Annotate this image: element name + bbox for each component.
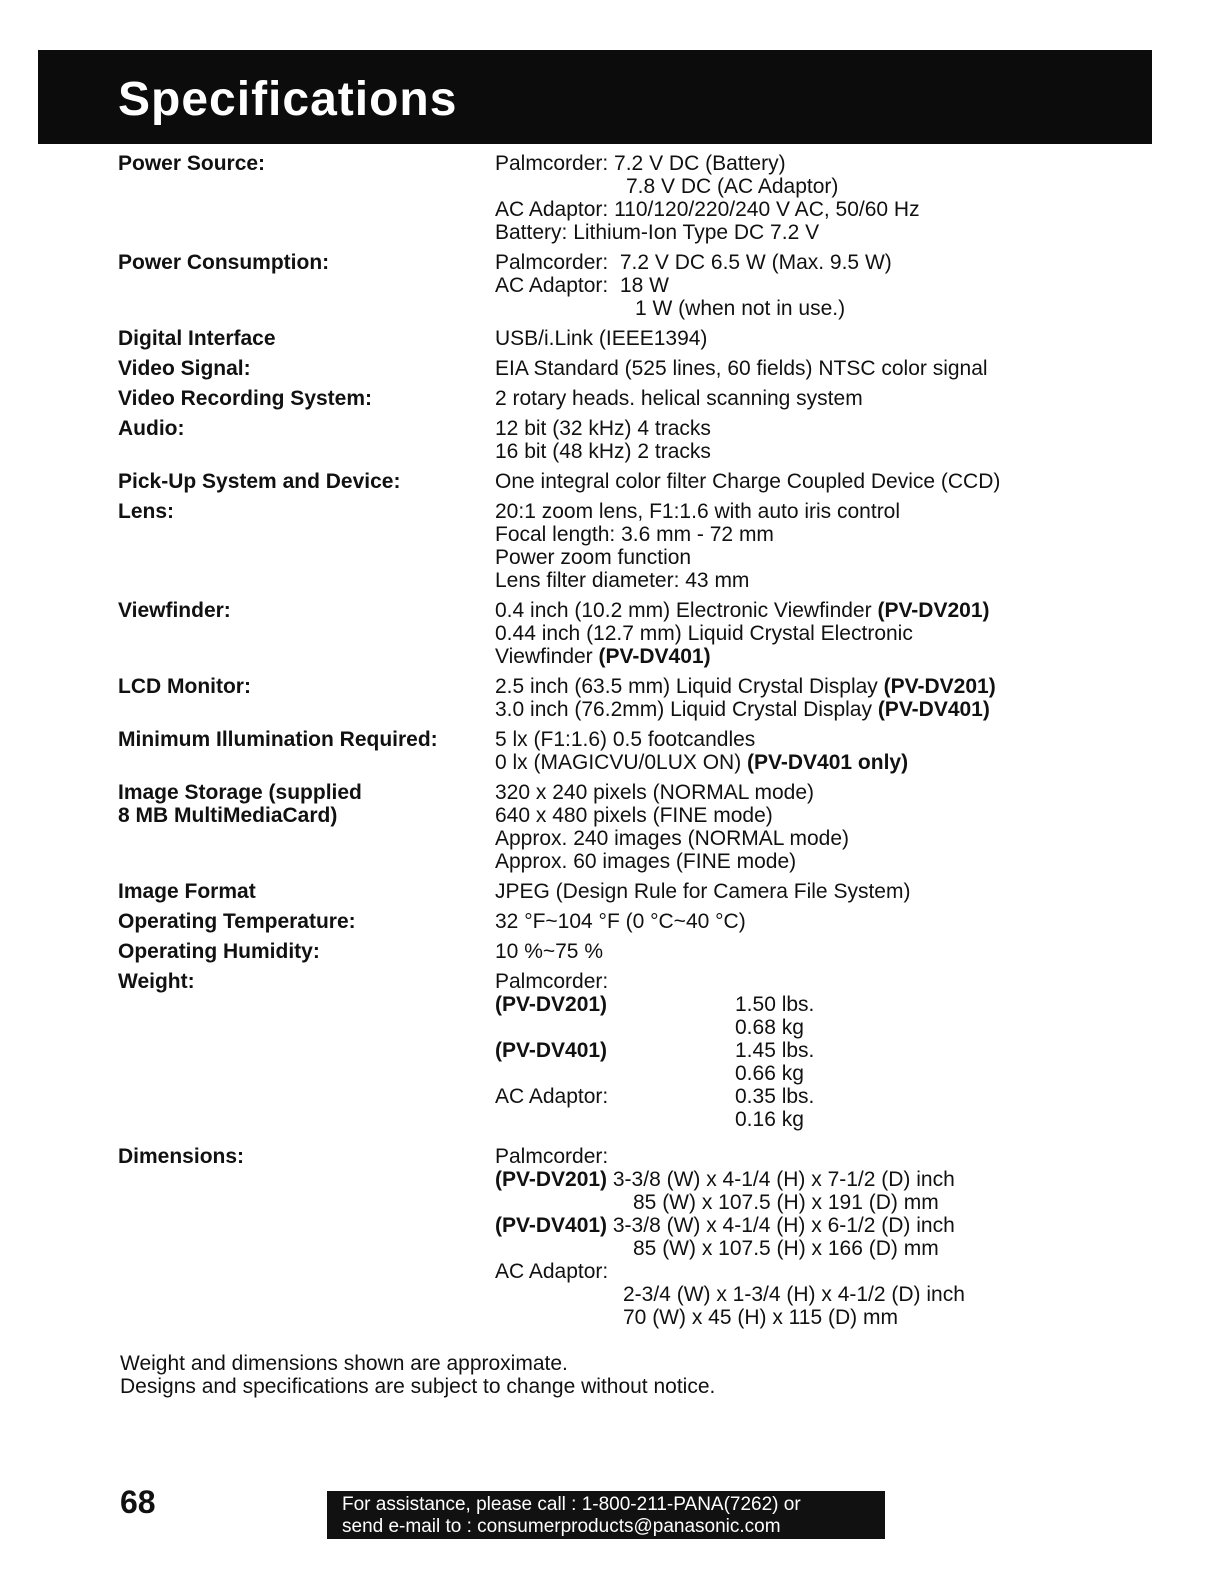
spec-label: Power Consumption: (118, 251, 330, 274)
spec-label: Power Source: (118, 152, 266, 175)
spec-line: Battery: Lithium-Ion Type DC 7.2 V (495, 221, 820, 244)
spec-line: Approx. 60 images (FINE mode) (495, 850, 797, 873)
weight-value: 0.35 lbs. (735, 1085, 815, 1108)
spec-line (495, 645, 1098, 668)
spec-row-dimensions (118, 1145, 1098, 1329)
spec-text: 3-3/8 (W) x 4-1/4 (H) x 6-1/2 (D) inch (607, 1214, 955, 1237)
spacer (495, 1108, 735, 1131)
spec-row-image-format (118, 880, 1098, 903)
spec-line: 2-3/4 (W) x 1-3/4 (H) x 4-1/2 (D) inch (623, 1283, 965, 1306)
spec-value (495, 781, 1098, 873)
spec-text: 3-3/8 (W) x 4-1/4 (H) x 7-1/2 (D) inch (607, 1168, 955, 1191)
model-label: (PV-DV401) (495, 1214, 608, 1237)
spec-label: Dimensions: (118, 1145, 245, 1168)
model-label: (PV-DV401) (598, 645, 711, 668)
spec-line: 7.8 V DC (AC Adaptor) (626, 175, 839, 198)
spec-text: Viewfinder (495, 645, 599, 668)
spec-row-video-recording (118, 387, 1098, 410)
spec-row-image-storage (118, 781, 1098, 873)
spec-label: Operating Temperature: (118, 910, 356, 933)
model-label: (PV-DV401) (495, 1039, 608, 1062)
spec-line: 70 (W) x 45 (H) x 115 (D) mm (623, 1306, 898, 1329)
spec-line: Focal length: 3.6 mm - 72 mm (495, 523, 774, 546)
spec-text: 2.5 inch (63.5 mm) Liquid Crystal Display (495, 675, 884, 698)
spec-value (495, 1145, 1098, 1329)
spec-line: Lens filter diameter: 43 mm (495, 569, 750, 592)
page-title: Specifications (118, 73, 458, 126)
spec-value: 32 °F~104 °F (0 °C~40 °C) (495, 910, 746, 933)
spec-row-operating-temperature (118, 910, 1098, 933)
spec-row-lens (118, 500, 1098, 592)
spec-row-viewfinder (118, 599, 1098, 668)
spec-label: Pick-Up System and Device: (118, 470, 401, 493)
spec-value: One integral color filter Charge Coupled Device (CCD) (495, 470, 1001, 493)
spec-label: LCD Monitor: (118, 675, 251, 698)
spec-row-lcd-monitor (118, 675, 1098, 721)
assistance-box (327, 1491, 885, 1539)
spec-line: 5 lx (F1:1.6) 0.5 footcandles (495, 728, 756, 751)
spec-line (495, 1168, 1098, 1191)
spec-value (495, 970, 1098, 1131)
spec-label: Weight: (118, 970, 195, 993)
spec-line: Palmcorder: 7.2 V DC (Battery) (495, 152, 786, 175)
weight-value: 1.50 lbs. (735, 993, 815, 1016)
spec-line: Palmcorder: 7.2 V DC 6.5 W (Max. 9.5 W) (495, 251, 892, 274)
header-bar (38, 50, 1152, 144)
spec-value: 10 %~75 % (495, 940, 603, 963)
spec-label: Minimum Illumination Required: (118, 728, 438, 751)
weight-value: 0.66 kg (735, 1062, 804, 1085)
note-line: Weight and dimensions shown are approximate. (120, 1352, 568, 1375)
spec-line: Palmcorder: (495, 1145, 609, 1168)
spec-label: Image Format (118, 880, 256, 903)
footer-note (120, 1352, 715, 1398)
weight-grid (495, 993, 1098, 1131)
spec-label-line: 8 MB MultiMediaCard) (118, 804, 338, 827)
spec-row-weight (118, 970, 1098, 1131)
weight-value: 0.68 kg (735, 1016, 804, 1039)
spec-value: USB/i.Link (IEEE1394) (495, 327, 708, 350)
spec-label: Video Recording System: (118, 387, 373, 410)
spec-value (495, 599, 1098, 668)
page-number: 68 (120, 1484, 156, 1520)
spec-value: EIA Standard (525 lines, 60 fields) NTSC color signal (495, 357, 988, 380)
spacer (495, 1062, 735, 1085)
spec-text: 3.0 inch (76.2mm) Liquid Crystal Display (495, 698, 878, 721)
model-label: (PV-DV201) (877, 599, 990, 622)
spec-label: Lens: (118, 500, 175, 523)
spec-value: JPEG (Design Rule for Camera File System) (495, 880, 911, 903)
spec-value (495, 500, 1098, 592)
spec-line (495, 751, 1098, 774)
spacer (495, 1016, 735, 1039)
spec-value: 2 rotary heads. helical scanning system (495, 387, 863, 410)
weight-value: 1.45 lbs. (735, 1039, 815, 1062)
spec-line (495, 675, 1098, 698)
note-line: Designs and specifications are subject to change without notice. (120, 1375, 716, 1398)
assistance-line: For assistance, please call : 1-800-211-PANA(7262) or (342, 1494, 801, 1515)
model-label: (PV-DV401) (877, 698, 990, 721)
spec-value (495, 251, 1098, 320)
spec-table (118, 152, 1098, 1336)
spec-line: AC Adaptor: 18 W (495, 274, 669, 297)
spec-label: Audio: (118, 417, 185, 440)
spec-line: 16 bit (48 kHz) 2 tracks (495, 440, 711, 463)
spec-label (118, 781, 495, 873)
spec-row-operating-humidity (118, 940, 1098, 963)
spec-label: Operating Humidity: (118, 940, 320, 963)
assistance-line: send e-mail to : consumerproducts@panasonic.com (342, 1516, 781, 1537)
adaptor-label: AC Adaptor: (495, 1085, 609, 1108)
spec-line (495, 1214, 1098, 1237)
spec-line: AC Adaptor: 110/120/220/240 V AC, 50/60 Hz (495, 198, 920, 221)
model-label: (PV-DV401 only) (747, 751, 909, 774)
spec-line: 85 (W) x 107.5 (H) x 191 (D) mm (633, 1191, 939, 1214)
spec-line: 320 x 240 pixels (NORMAL mode) (495, 781, 815, 804)
spec-row-pickup (118, 470, 1098, 493)
spec-line: Palmcorder: (495, 970, 609, 993)
model-label: (PV-DV201) (883, 675, 996, 698)
model-label: (PV-DV201) (495, 993, 608, 1016)
spec-line: 12 bit (32 kHz) 4 tracks (495, 417, 711, 440)
spec-line: 0.44 inch (12.7 mm) Liquid Crystal Electronic (495, 622, 913, 645)
spec-row-video-signal (118, 357, 1098, 380)
spec-line (495, 599, 1098, 622)
spec-label-line: Image Storage (supplied (118, 781, 362, 804)
spec-line: 640 x 480 pixels (FINE mode) (495, 804, 773, 827)
spec-line: 20:1 zoom lens, F1:1.6 with auto iris control (495, 500, 901, 523)
spec-row-power-source (118, 152, 1098, 244)
spec-label: Video Signal: (118, 357, 251, 380)
spec-row-power-consumption (118, 251, 1098, 320)
spec-text: 0 lx (MAGICVU/0LUX ON) (495, 751, 748, 774)
spec-line: Power zoom function (495, 546, 692, 569)
spec-value (495, 728, 1098, 774)
weight-value: 0.16 kg (735, 1108, 804, 1131)
spec-value (495, 417, 1098, 463)
spec-line: 1 W (when not in use.) (635, 297, 846, 320)
spec-line (495, 698, 1098, 721)
spec-line: Approx. 240 images (NORMAL mode) (495, 827, 850, 850)
spec-value (495, 675, 1098, 721)
spec-line: 85 (W) x 107.5 (H) x 166 (D) mm (633, 1237, 939, 1260)
model-label: (PV-DV201) (495, 1168, 608, 1191)
spec-row-min-illumination (118, 728, 1098, 774)
spec-line: AC Adaptor: (495, 1260, 609, 1283)
spec-row-digital-interface (118, 327, 1098, 350)
spec-label: Digital Interface (118, 327, 276, 350)
spec-label: Viewfinder: (118, 599, 231, 622)
spec-value (495, 152, 1098, 244)
spec-row-audio (118, 417, 1098, 463)
spec-text: 0.4 inch (10.2 mm) Electronic Viewfinder (495, 599, 878, 622)
